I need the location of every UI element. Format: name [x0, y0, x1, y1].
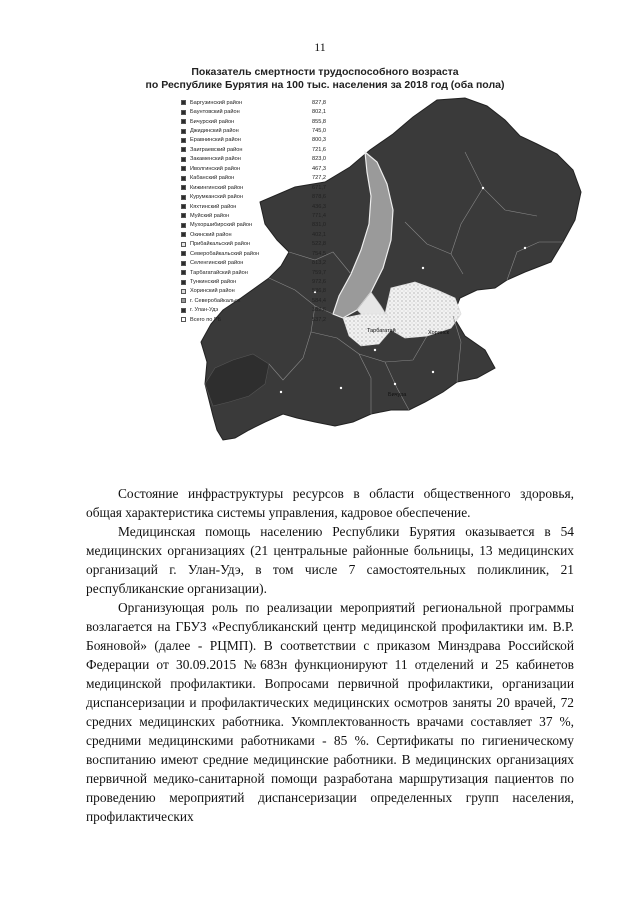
legend-swatch [181, 100, 186, 105]
legend-name: Баунтовский район [190, 109, 240, 116]
legend-item [181, 306, 326, 315]
body-text [86, 484, 574, 826]
legend-swatch [181, 223, 186, 228]
legend-item [181, 164, 326, 173]
legend-name: Джидинский район [190, 128, 239, 135]
legend-item [181, 136, 326, 145]
legend-name: Иволгинский район [190, 165, 241, 172]
legend-value: 813,2 [312, 260, 326, 267]
legend-name: Бичурский район [190, 118, 235, 125]
legend-value: 536,8 [312, 288, 326, 295]
map-title-line-1: Показатель смертности трудоспособного возраста [191, 66, 459, 78]
legend-swatch [181, 270, 186, 275]
legend-item [181, 268, 326, 277]
legend-swatch [181, 195, 186, 200]
legend-swatch [181, 129, 186, 134]
legend-item [181, 240, 326, 249]
legend-value: 584,4 [312, 297, 326, 304]
legend-value: 802,1 [312, 109, 326, 116]
legend-item [181, 211, 326, 220]
legend-name: Кяхтинский район [190, 203, 237, 210]
legend-item [181, 145, 326, 154]
map-title [130, 66, 520, 92]
legend-swatch [181, 289, 186, 294]
legend-item [181, 202, 326, 211]
legend-item [181, 296, 326, 305]
legend-value: 878,6 [312, 194, 326, 201]
legend-item [181, 126, 326, 135]
map-title-line-2: по Республике Бурятия на 100 тыс. населения за 2018 год (оба пола) [145, 79, 505, 91]
legend-item [181, 174, 326, 183]
legend-value: 823,0 [312, 156, 326, 163]
legend-value: 727,2 [312, 175, 326, 182]
map-label-bichura: Бичура [388, 392, 407, 398]
paragraph-2: Медицинская помощь населению Республики Бурятия оказывается в 54 медицинских организациях (21 центральные районные больницы, 13 медицинских организаций г. Улан-Удэ, в том числе 7 самостоятельных поликлиник, 21 республиканские организации). [86, 524, 574, 596]
legend-value: 827,8 [312, 99, 326, 106]
legend-value: 972,6 [312, 279, 326, 286]
legend-item [181, 107, 326, 116]
legend-name: Курумканский район [190, 194, 243, 201]
map-label-khorinsk: Хоринск [428, 330, 449, 336]
legend-item [181, 230, 326, 239]
map-label-tarbagatai: Тарбагатай [367, 328, 396, 334]
legend-item [181, 315, 326, 324]
legend-swatch [181, 261, 186, 266]
legend-item [181, 183, 326, 192]
legend-swatch [181, 119, 186, 124]
legend-value: 831,0 [312, 222, 326, 229]
legend-item [181, 192, 326, 201]
legend-item [181, 155, 326, 164]
legend-value: 522,8 [312, 241, 326, 248]
legend-name: Селенгинский район [190, 260, 244, 267]
legend-value: 800,3 [312, 137, 326, 144]
legend-swatch [181, 110, 186, 115]
legend-value: 759,7 [312, 269, 326, 276]
legend-name: Северобайкальский район [190, 250, 260, 257]
legend-value: 745,0 [312, 128, 326, 135]
legend-swatch [181, 176, 186, 181]
legend-value: 436,3 [312, 203, 326, 210]
legend-swatch [181, 166, 186, 171]
legend-value: 855,8 [312, 118, 326, 125]
legend-name: Тункинский район [190, 279, 237, 286]
legend-name: Мухоршибирский район [190, 222, 253, 229]
legend-item [181, 277, 326, 286]
legend-swatch [181, 298, 186, 303]
legend-value: 537,2 [312, 316, 326, 323]
paragraph-1: Состояние инфраструктуры ресурсов в области общественного здоровья, общая характеристика системы управления, кадровое обеспечение. [86, 486, 574, 520]
legend-item [181, 117, 326, 126]
legend-swatch [181, 317, 186, 322]
legend-swatch [181, 308, 186, 313]
legend-item [181, 287, 326, 296]
legend-value: 382,6 [312, 307, 326, 314]
legend-swatch [181, 157, 186, 162]
legend-value: 467,3 [312, 165, 326, 172]
legend-name: Прибайкальский район [190, 241, 251, 248]
legend-name: Еравнинский район [190, 137, 241, 144]
legend-value: 754,5 [312, 250, 326, 257]
legend-value: 771,4 [312, 212, 326, 219]
legend-name: г. Северобайкальск [190, 297, 241, 304]
legend-item [181, 249, 326, 258]
legend-name: Баргузинский район [190, 99, 243, 106]
map-legend [181, 98, 326, 325]
paragraph-3: Организующая роль по реализации мероприятий региональной программы возлагается на ГБУЗ «Республиканский центр медицинской профилактики им. В.Р. Бояновой» (далее - РЦМП). В соответствии с приказом Минздрава Российской Федерации от 30.09.2015 №683н функционируют 11 отделений и 25 кабинетов медицинской профилактики. Вопросами первичной профилактики, организации диспансеризации и профилактических медицинских осмотров заняты 20 врачей, 72 средних медицинских работника. Укомплектованность врачами составляет 37 %, средними медицинскими работниками - 85 %. Сертификаты по гигиеническому воспитанию имеют средние медицинские работники. В медицинских организациях первичной медико-санитарной помощи разработана маршрутизация пациентов по проведению мероприятий диспансеризации определенных групп населения, профилактических [86, 600, 574, 824]
legend-value: 402,1 [312, 231, 326, 238]
legend-name: Кижингинский район [190, 184, 244, 191]
legend-swatch [181, 147, 186, 152]
legend-name: Хоринский район [190, 288, 235, 295]
legend-name: Заиграевский район [190, 146, 243, 153]
legend-name: Муйский район [190, 212, 230, 219]
legend-item [181, 258, 326, 267]
legend-name: г. Улан-Удэ [190, 307, 219, 314]
legend-item [181, 221, 326, 230]
legend-swatch [181, 251, 186, 256]
legend-swatch [181, 213, 186, 218]
legend-value: 671,7 [312, 184, 326, 191]
legend-name: Кабанский район [190, 175, 235, 182]
legend-name: Тарбагатайский район [190, 269, 248, 276]
legend-swatch [181, 232, 186, 237]
legend-swatch [181, 280, 186, 285]
page-number: 11 [314, 40, 326, 54]
legend-name: Всего по РБ [190, 316, 222, 323]
legend-name: Закаменский район [190, 156, 241, 163]
legend-swatch [181, 204, 186, 209]
legend-swatch [181, 242, 186, 247]
legend-swatch [181, 138, 186, 143]
legend-swatch [181, 185, 186, 190]
legend-name: Окинский район [190, 231, 232, 238]
legend-item [181, 98, 326, 107]
legend-value: 721,6 [312, 146, 326, 153]
